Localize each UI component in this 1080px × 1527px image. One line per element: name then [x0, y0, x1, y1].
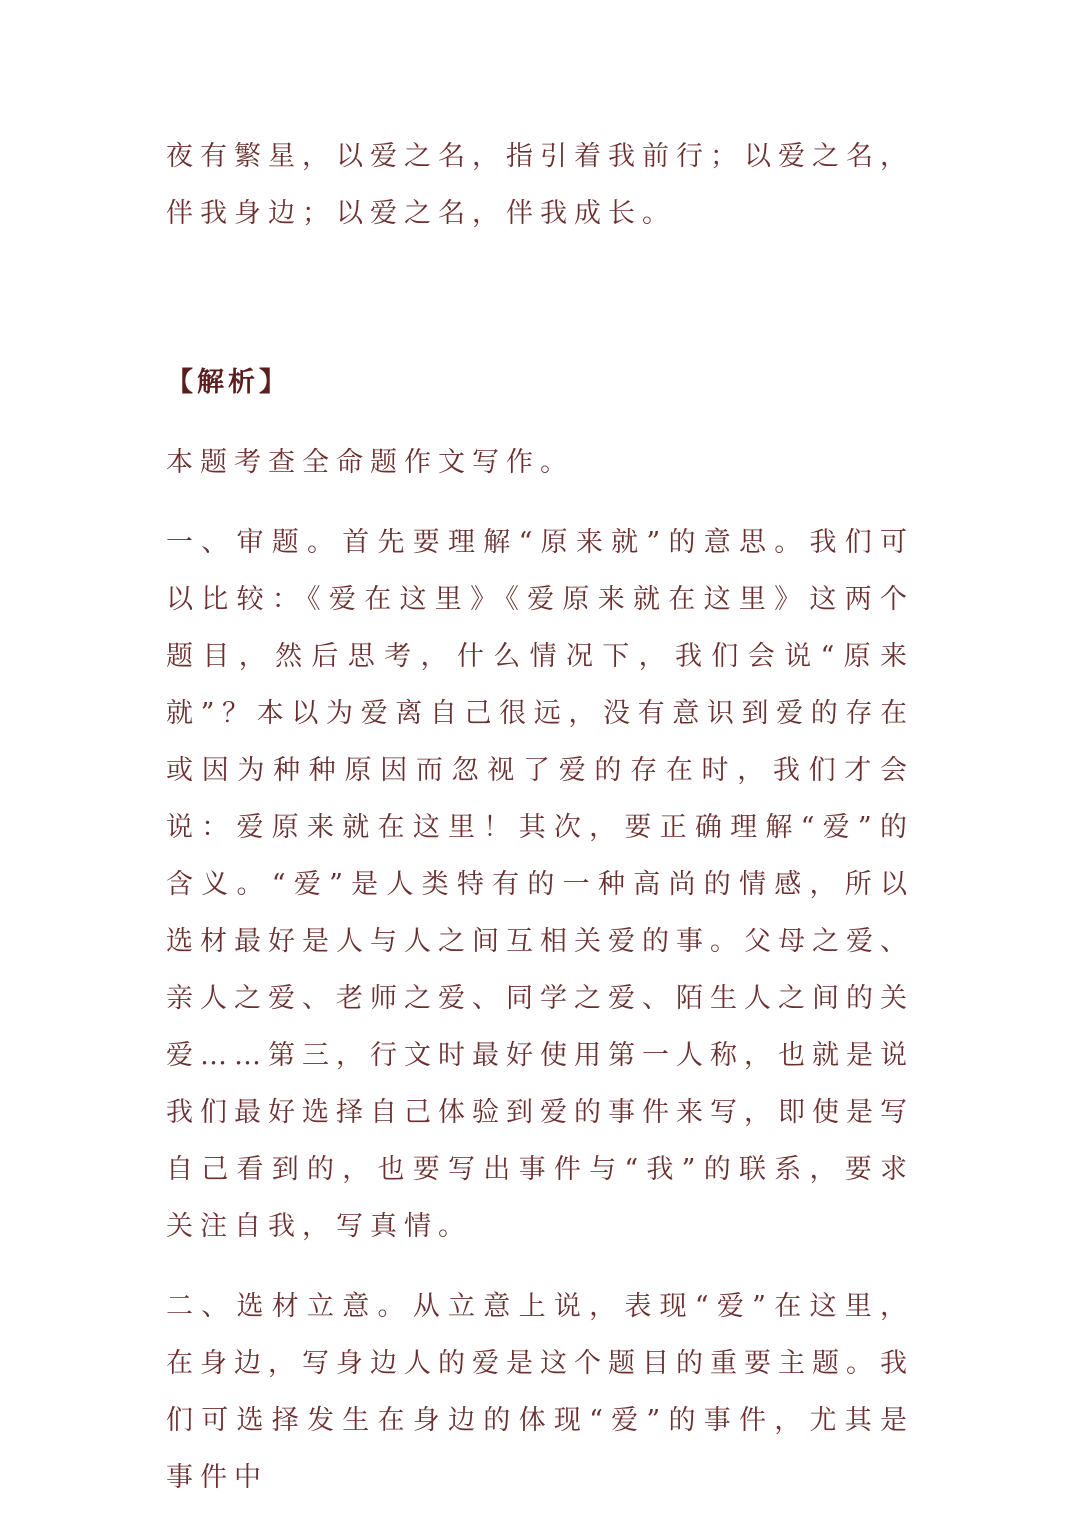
analysis-heading: 【解析】 [166, 367, 290, 398]
analysis-paragraph-material-selection: 二、选材立意。从立意上说，表现“爱”在这里，在身边，写身边人的爱是这个题目的重要主题。我们可选择发生在身边的体现“爱”的事件，尤其是事件中 [166, 1291, 914, 1493]
analysis-paragraph-intro: 本题考查全命题作文写作。 [166, 447, 574, 478]
intro-paragraph: 夜有繁星，以爱之名，指引着我前行；以爱之名，伴我身边；以爱之名，伴我成长。 [166, 141, 914, 229]
analysis-paragraph-topic-review: 一、审题。首先要理解“原来就”的意思。我们可以比较：《爱在这里》《爱原来就在这里》这两个题目，然后思考，什么情况下，我们会说“原来就”？本以为爱离自己很远，没有意识到爱的存在或因为种种原因而忽视了爱的存在时，我们才会说：爱原来就在这里！其次，要正确理解“爱”的含义。“爱”是人类特有的一种高尚的情感，所以选材最好是人与人之间互相关爱的事。父母之爱、亲人之爱、老师之爱、同学之爱、陌生人之间的关爱……第三，行文时最好使用第一人称，也就是说我们最好选择自己体验到爱的事件来写，即使是写自己看到的，也要写出事件与“我”的联系，要求关注自我，写真情。 [166, 527, 914, 1242]
document-body [166, 128, 914, 1506]
